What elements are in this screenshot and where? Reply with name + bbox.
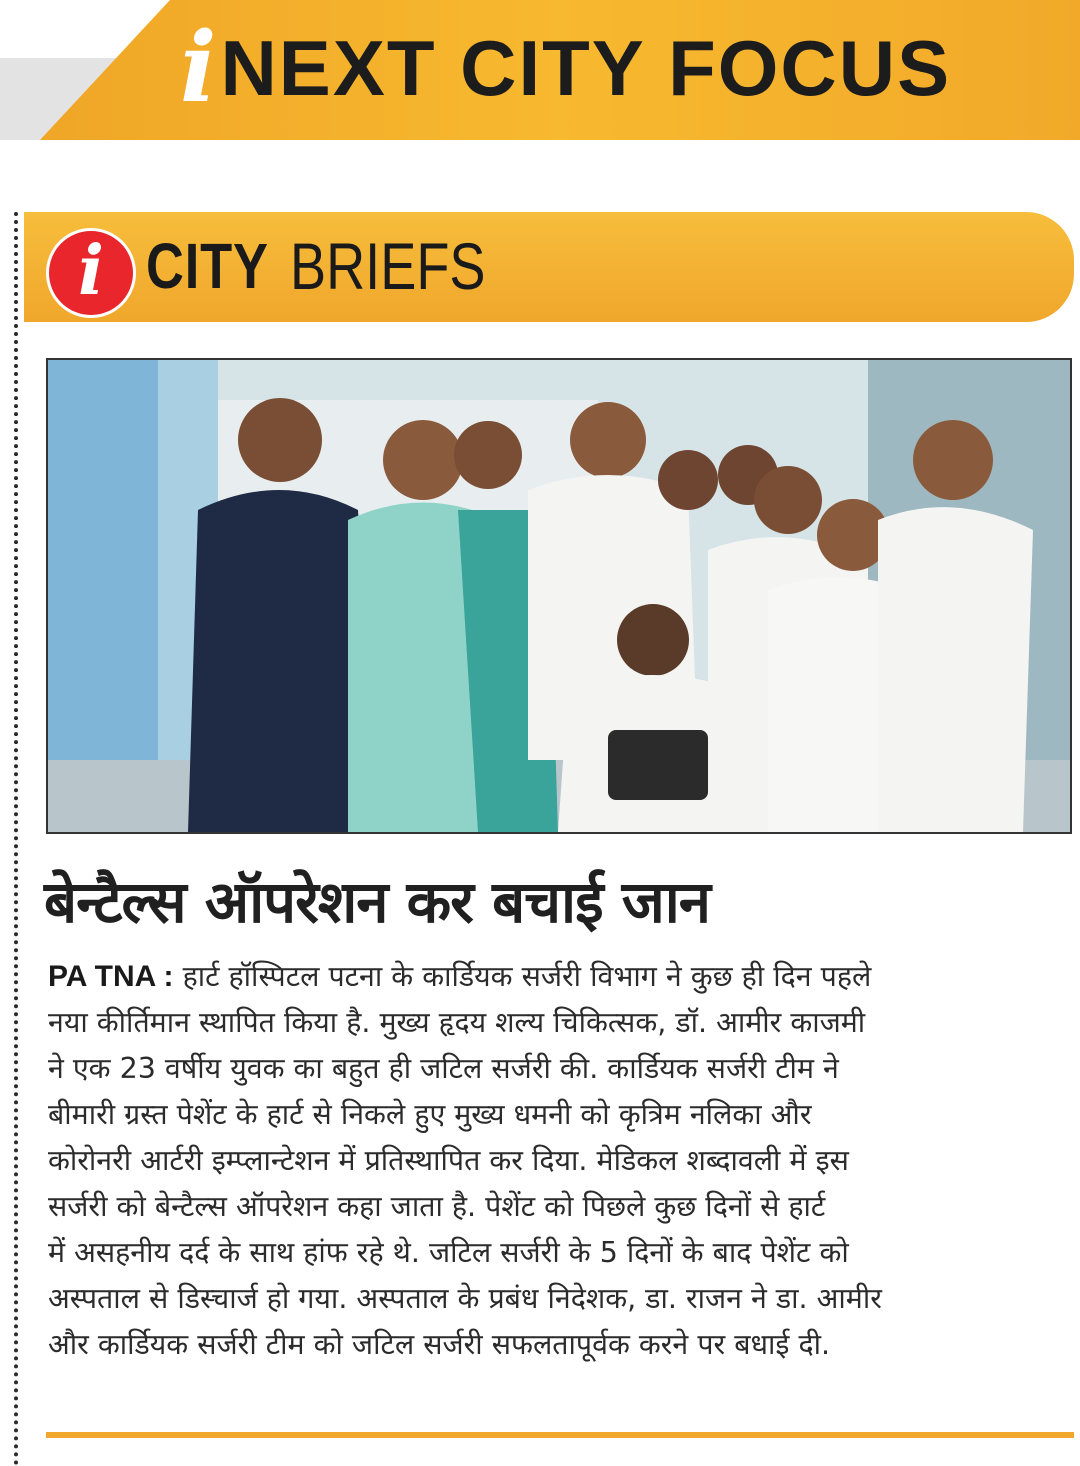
article-line-6: सर्जरी को बेन्टैल्स ऑपरेशन कहा जाता है. पेशेंट को पिछले कुछ दिनों से हार्ट bbox=[48, 1190, 826, 1223]
section-logo-icon bbox=[46, 228, 136, 318]
inext-logo-letter: i bbox=[180, 11, 217, 124]
section-title-regular: BRIEFS bbox=[290, 229, 486, 303]
article-line-1 bbox=[48, 954, 1058, 1000]
article-line-4: बीमारी ग्रस्त पेशेंट के हार्ट से निकले हुए मुख्य धमनी को कृत्रिम नलिका और bbox=[48, 1098, 812, 1131]
masthead-title-text: NEXT CITY FOCUS bbox=[220, 24, 952, 112]
masthead-title bbox=[180, 8, 951, 128]
article-headline: बेन्टैल्स ऑपरेशन कर बचाई जान bbox=[44, 868, 710, 936]
article-line-8: अस्पताल से डिस्चार्ज हो गया. अस्पताल के प्रबंध निदेशक, डा. राजन ने डा. आमीर bbox=[48, 1282, 882, 1315]
article-dateline: PA TNA : bbox=[48, 960, 174, 993]
article-body bbox=[48, 954, 1058, 1368]
bottom-orange-rule bbox=[46, 1432, 1074, 1438]
article-line-5: कोरोनरी आर्टरी इम्प्लान्टेशन में प्रतिस्थापित कर दिया. मेडिकल शब्दावली में इस bbox=[48, 1144, 849, 1177]
group-photo-illustration bbox=[48, 360, 1070, 832]
section-title bbox=[146, 230, 528, 302]
section-logo-letter: i bbox=[78, 231, 104, 311]
article-line-2: नया कीर्तिमान स्थापित किया है. मुख्य हृदय शल्य चिकित्सक, डॉ. आमीर काजमी bbox=[48, 1006, 866, 1039]
column-dotted-border bbox=[14, 212, 18, 1466]
article-line-7: में असहनीय दर्द के साथ हांफ रहे थे. जटिल सर्जरी के 5 दिनों के बाद पेशेंट को bbox=[48, 1236, 849, 1269]
masthead-banner bbox=[0, 0, 1080, 140]
news-photo bbox=[46, 358, 1072, 834]
article-line-9: और कार्डियक सर्जरी टीम को जटिल सर्जरी सफलतापूर्वक करने पर बधाई दी. bbox=[48, 1328, 831, 1361]
article-line-1-text: हार्ट हॉस्पिटल पटना के कार्डियक सर्जरी विभाग ने कुछ ही दिन पहले bbox=[173, 960, 872, 993]
section-title-bold: CITY bbox=[146, 230, 269, 302]
article-line-3: ने एक 23 वर्षीय युवक का बहुत ही जटिल सर्जरी की. कार्डियक सर्जरी टीम ने bbox=[48, 1052, 839, 1085]
